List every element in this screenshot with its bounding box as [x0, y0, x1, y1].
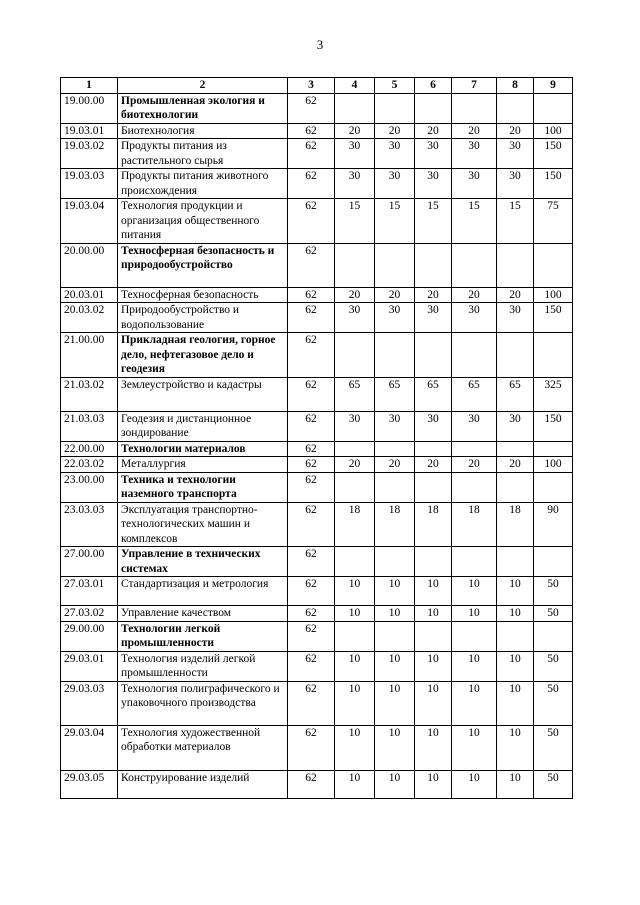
- cell-col4: [335, 333, 375, 378]
- cell-col3: 62: [288, 472, 335, 502]
- cell-col8: 30: [497, 303, 534, 333]
- cell-col8: 10: [497, 651, 534, 681]
- cell-col3: 62: [288, 243, 335, 287]
- cell-col7: 20: [452, 457, 497, 473]
- table-row: [61, 577, 573, 606]
- cell-col7: [452, 93, 497, 123]
- cell-col3: 62: [288, 139, 335, 169]
- cell-col3: 62: [288, 457, 335, 473]
- direction-code: 29.03.05: [61, 770, 118, 798]
- cell-col7: [452, 441, 497, 457]
- table-row: [61, 725, 573, 770]
- cell-col8: 18: [497, 502, 534, 547]
- cell-col6: 10: [415, 770, 452, 798]
- cell-col5: 10: [375, 725, 415, 770]
- table-row: [61, 303, 573, 333]
- cell-col6: [415, 621, 452, 651]
- cell-col5: 30: [375, 411, 415, 441]
- cell-col3: 62: [288, 621, 335, 651]
- group-row: [61, 441, 573, 457]
- direction-name: Продукты питания из растительного сырья: [118, 139, 288, 169]
- cell-col5: 30: [375, 303, 415, 333]
- cell-col7: 10: [452, 577, 497, 606]
- cell-col6: 10: [415, 725, 452, 770]
- direction-name: Техносферная безопасность и природообустройство: [118, 243, 288, 287]
- cell-col4: [335, 441, 375, 457]
- cell-col6: 20: [415, 457, 452, 473]
- direction-code: 19.03.04: [61, 199, 118, 244]
- cell-col3: 62: [288, 287, 335, 303]
- column-header: 4: [335, 78, 375, 94]
- cell-col7: 10: [452, 725, 497, 770]
- cell-col6: 65: [415, 377, 452, 411]
- table-row: [61, 770, 573, 798]
- direction-name: Технологии легкой промышленности: [118, 621, 288, 651]
- direction-code: 29.00.00: [61, 621, 118, 651]
- cell-col4: [335, 243, 375, 287]
- direction-code: 20.00.00: [61, 243, 118, 287]
- cell-col6: 20: [415, 287, 452, 303]
- cell-col5: 30: [375, 169, 415, 199]
- direction-code: 21.03.03: [61, 411, 118, 441]
- direction-code: 19.03.01: [61, 123, 118, 139]
- cell-col8: [497, 333, 534, 378]
- cell-col9: [534, 472, 573, 502]
- cell-col5: 10: [375, 577, 415, 606]
- cell-col6: [415, 243, 452, 287]
- direction-code: 19.03.02: [61, 139, 118, 169]
- cell-col4: 20: [335, 123, 375, 139]
- cell-col6: 30: [415, 169, 452, 199]
- cell-col9: 50: [534, 681, 573, 725]
- cell-col4: 10: [335, 725, 375, 770]
- page-number: 3: [316, 37, 324, 52]
- table-row: [61, 139, 573, 169]
- cell-col3: 62: [288, 651, 335, 681]
- cell-col4: 20: [335, 287, 375, 303]
- cell-col7: 10: [452, 651, 497, 681]
- cell-col8: 10: [497, 725, 534, 770]
- cell-col7: 18: [452, 502, 497, 547]
- cell-col6: [415, 472, 452, 502]
- cell-col3: 62: [288, 770, 335, 798]
- cell-col6: 10: [415, 651, 452, 681]
- cell-col6: [415, 333, 452, 378]
- cell-col7: 10: [452, 606, 497, 622]
- direction-name: Технологии материалов: [118, 441, 288, 457]
- cell-col8: 30: [497, 169, 534, 199]
- direction-name: Землеустройство и кадастры: [118, 377, 288, 411]
- cell-col6: 15: [415, 199, 452, 244]
- cell-col8: 30: [497, 139, 534, 169]
- table-row: [61, 377, 573, 411]
- table-row: [61, 606, 573, 622]
- cell-col9: 100: [534, 287, 573, 303]
- cell-col3: 62: [288, 606, 335, 622]
- cell-col4: [335, 472, 375, 502]
- cell-col4: [335, 621, 375, 651]
- column-header: 6: [415, 78, 452, 94]
- cell-col8: [497, 441, 534, 457]
- cell-col3: 62: [288, 377, 335, 411]
- direction-name: Техносферная безопасность: [118, 287, 288, 303]
- cell-col6: 20: [415, 123, 452, 139]
- table-row: [61, 411, 573, 441]
- cell-col4: 30: [335, 169, 375, 199]
- cell-col7: 30: [452, 303, 497, 333]
- cell-col5: [375, 441, 415, 457]
- table-row: [61, 681, 573, 725]
- cell-col3: 62: [288, 411, 335, 441]
- cell-col9: 150: [534, 411, 573, 441]
- column-header: 8: [497, 78, 534, 94]
- cell-col8: [497, 621, 534, 651]
- cell-col7: [452, 621, 497, 651]
- cell-col4: 10: [335, 606, 375, 622]
- direction-name: Конструирование изделий: [118, 770, 288, 798]
- cell-col5: [375, 93, 415, 123]
- table-row: [61, 199, 573, 244]
- cell-col7: 65: [452, 377, 497, 411]
- direction-code: 22.03.02: [61, 457, 118, 473]
- cell-col9: 100: [534, 457, 573, 473]
- cell-col7: [452, 547, 497, 577]
- cell-col4: 15: [335, 199, 375, 244]
- direction-name: Управление качеством: [118, 606, 288, 622]
- cell-col3: 62: [288, 333, 335, 378]
- direction-name: Технология продукции и организация общественного питания: [118, 199, 288, 244]
- cell-col3: 62: [288, 502, 335, 547]
- table-row: [61, 457, 573, 473]
- column-header: 1: [61, 78, 118, 94]
- cell-col6: 30: [415, 303, 452, 333]
- cell-col5: [375, 472, 415, 502]
- column-header: 9: [534, 78, 573, 94]
- cell-col3: 62: [288, 577, 335, 606]
- cell-col3: 62: [288, 681, 335, 725]
- group-row: [61, 333, 573, 378]
- column-header: 5: [375, 78, 415, 94]
- cell-col8: 10: [497, 577, 534, 606]
- cell-col5: [375, 547, 415, 577]
- cell-col5: [375, 243, 415, 287]
- cell-col4: [335, 93, 375, 123]
- direction-code: 29.03.03: [61, 681, 118, 725]
- cell-col3: 62: [288, 725, 335, 770]
- cell-col6: [415, 93, 452, 123]
- cell-col5: [375, 333, 415, 378]
- cell-col6: 30: [415, 411, 452, 441]
- cell-col9: 50: [534, 577, 573, 606]
- group-row: [61, 93, 573, 123]
- cell-col3: 62: [288, 169, 335, 199]
- cell-col8: 15: [497, 199, 534, 244]
- direction-name: Металлургия: [118, 457, 288, 473]
- cell-col3: 62: [288, 303, 335, 333]
- direction-code: 29.03.04: [61, 725, 118, 770]
- cell-col6: 30: [415, 139, 452, 169]
- cell-col6: [415, 547, 452, 577]
- cell-col8: 20: [497, 287, 534, 303]
- cell-col5: [375, 621, 415, 651]
- cell-col8: 65: [497, 377, 534, 411]
- direction-name: Технология изделий легкой промышленности: [118, 651, 288, 681]
- group-row: [61, 243, 573, 287]
- direction-name: Стандартизация и метрология: [118, 577, 288, 606]
- cell-col5: 18: [375, 502, 415, 547]
- cell-col3: 62: [288, 199, 335, 244]
- group-row: [61, 547, 573, 577]
- direction-code: 27.00.00: [61, 547, 118, 577]
- cell-col4: 65: [335, 377, 375, 411]
- cell-col4: 10: [335, 577, 375, 606]
- cell-col9: 50: [534, 770, 573, 798]
- cell-col9: 150: [534, 169, 573, 199]
- cell-col8: 30: [497, 411, 534, 441]
- cell-col5: 20: [375, 287, 415, 303]
- cell-col8: 10: [497, 681, 534, 725]
- group-row: [61, 621, 573, 651]
- cell-col8: 20: [497, 457, 534, 473]
- cell-col9: 50: [534, 606, 573, 622]
- direction-name: Технология полиграфического и упаковочного производства: [118, 681, 288, 725]
- column-header: 7: [452, 78, 497, 94]
- cell-col6: 18: [415, 502, 452, 547]
- cell-col5: 10: [375, 606, 415, 622]
- cell-col5: 65: [375, 377, 415, 411]
- direction-code: 19.00.00: [61, 93, 118, 123]
- cell-col8: [497, 93, 534, 123]
- direction-name: Технология художественной обработки материалов: [118, 725, 288, 770]
- cell-col4: 30: [335, 303, 375, 333]
- cell-col9: [534, 441, 573, 457]
- cell-col7: 30: [452, 411, 497, 441]
- direction-code: 22.00.00: [61, 441, 118, 457]
- direction-name: Промышленная экология и биотехнологии: [118, 93, 288, 123]
- cell-col5: 10: [375, 651, 415, 681]
- quota-table: [60, 77, 573, 799]
- direction-name: Управление в технических системах: [118, 547, 288, 577]
- cell-col9: 150: [534, 303, 573, 333]
- cell-col8: [497, 547, 534, 577]
- table-body: [61, 93, 573, 798]
- cell-col4: [335, 547, 375, 577]
- group-row: [61, 472, 573, 502]
- cell-col9: [534, 621, 573, 651]
- table-row: [61, 651, 573, 681]
- direction-code: 23.03.03: [61, 502, 118, 547]
- cell-col9: 150: [534, 139, 573, 169]
- cell-col9: [534, 243, 573, 287]
- cell-col7: 30: [452, 139, 497, 169]
- cell-col3: 62: [288, 93, 335, 123]
- cell-col9: 50: [534, 651, 573, 681]
- direction-code: 23.00.00: [61, 472, 118, 502]
- cell-col5: 15: [375, 199, 415, 244]
- direction-code: 20.03.01: [61, 287, 118, 303]
- cell-col6: 10: [415, 577, 452, 606]
- cell-col6: 10: [415, 606, 452, 622]
- direction-code: 21.00.00: [61, 333, 118, 378]
- cell-col3: 62: [288, 123, 335, 139]
- direction-name: Биотехнология: [118, 123, 288, 139]
- cell-col9: 75: [534, 199, 573, 244]
- cell-col9: [534, 93, 573, 123]
- direction-code: 27.03.02: [61, 606, 118, 622]
- cell-col4: 20: [335, 457, 375, 473]
- cell-col7: 15: [452, 199, 497, 244]
- cell-col3: 62: [288, 547, 335, 577]
- cell-col8: 10: [497, 770, 534, 798]
- direction-name: Природообустройство и водопользование: [118, 303, 288, 333]
- cell-col5: 10: [375, 770, 415, 798]
- direction-code: 21.03.02: [61, 377, 118, 411]
- cell-col4: 30: [335, 411, 375, 441]
- direction-code: 29.03.01: [61, 651, 118, 681]
- table-row: [61, 123, 573, 139]
- cell-col3: 62: [288, 441, 335, 457]
- cell-col4: 30: [335, 139, 375, 169]
- table-header-row: [61, 78, 573, 94]
- cell-col6: [415, 441, 452, 457]
- cell-col5: 20: [375, 457, 415, 473]
- cell-col7: 10: [452, 770, 497, 798]
- cell-col5: 20: [375, 123, 415, 139]
- cell-col9: 90: [534, 502, 573, 547]
- table-row: [61, 169, 573, 199]
- cell-col4: 10: [335, 651, 375, 681]
- cell-col4: 10: [335, 681, 375, 725]
- table-row: [61, 287, 573, 303]
- cell-col4: 18: [335, 502, 375, 547]
- cell-col7: 10: [452, 681, 497, 725]
- cell-col9: 325: [534, 377, 573, 411]
- direction-name: Эксплуатация транспортно-технологических машин и комплексов: [118, 502, 288, 547]
- column-header: 2: [118, 78, 288, 94]
- cell-col7: [452, 243, 497, 287]
- cell-col4: 10: [335, 770, 375, 798]
- cell-col8: 10: [497, 606, 534, 622]
- cell-col5: 30: [375, 139, 415, 169]
- cell-col9: 100: [534, 123, 573, 139]
- direction-name: Прикладная геология, горное дело, нефтегазовое дело и геодезия: [118, 333, 288, 378]
- direction-code: 20.03.02: [61, 303, 118, 333]
- direction-code: 19.03.03: [61, 169, 118, 199]
- direction-name: Продукты питания животного происхождения: [118, 169, 288, 199]
- cell-col6: 10: [415, 681, 452, 725]
- table-row: [61, 502, 573, 547]
- cell-col7: 20: [452, 287, 497, 303]
- cell-col7: 30: [452, 169, 497, 199]
- cell-col9: [534, 547, 573, 577]
- direction-code: 27.03.01: [61, 577, 118, 606]
- cell-col7: 20: [452, 123, 497, 139]
- column-header: 3: [288, 78, 335, 94]
- cell-col7: [452, 472, 497, 502]
- cell-col8: 20: [497, 123, 534, 139]
- cell-col5: 10: [375, 681, 415, 725]
- cell-col9: [534, 333, 573, 378]
- cell-col8: [497, 243, 534, 287]
- direction-name: Техника и технологии наземного транспорта: [118, 472, 288, 502]
- cell-col8: [497, 472, 534, 502]
- cell-col7: [452, 333, 497, 378]
- direction-name: Геодезия и дистанционное зондирование: [118, 411, 288, 441]
- cell-col9: 50: [534, 725, 573, 770]
